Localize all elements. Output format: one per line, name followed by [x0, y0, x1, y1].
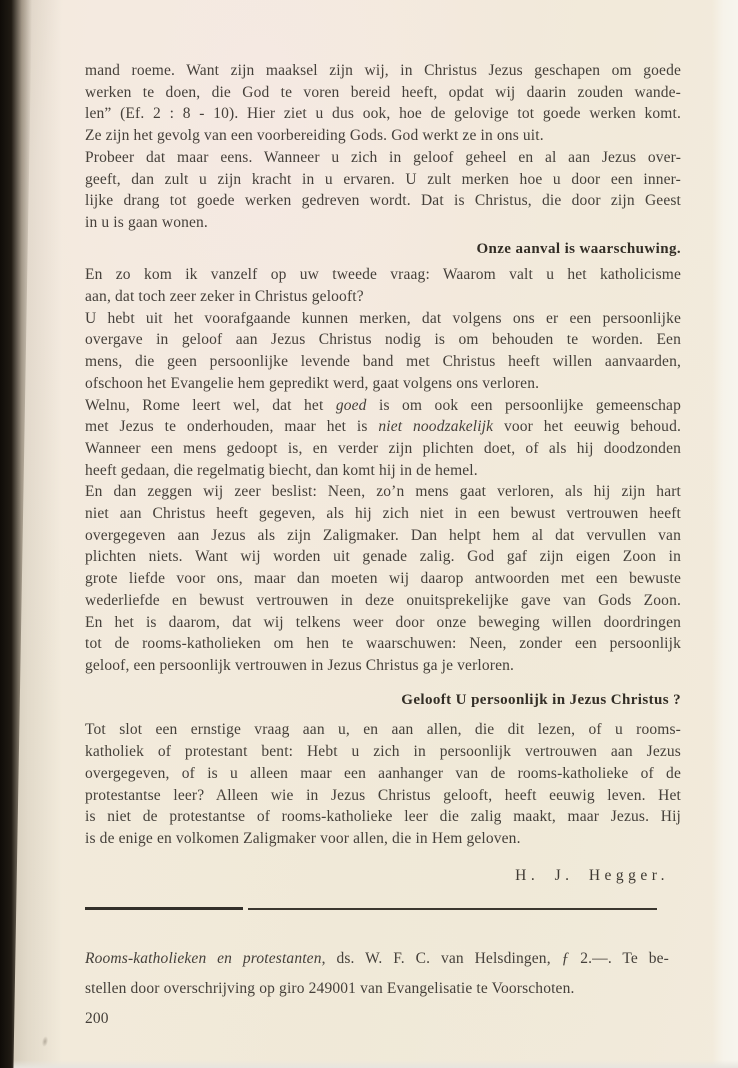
- paragraph-continuation: mand roeme. Want zijn maaksel zijn wij, in Christus Jezus geschapen om goede werken te doen, die God te voren bereid heeft, opdat wij daarin zouden wande- len” (Ef. 2 : 8 - 10). Hier ziet u dus ook, hoe de gelovige tot goede werken komt. Ze zijn het gevolg van een voorbereiding Gods. God werkt ze in ons uit.: [85, 62, 681, 145]
- author-signature: H. J. Hegger.: [515, 866, 669, 884]
- paragraph-en-zo: En zo kom ik vanzelf op uw tweede vraag: Waarom valt u het katholicisme aan, dat toch zeer zeker in Christus gelooft?: [85, 266, 681, 306]
- page-number: 200: [85, 1009, 109, 1027]
- page-bottom-edge: [0, 1060, 738, 1068]
- divider-rule-segment: [248, 908, 657, 910]
- footer-book-note: Rooms-katholieken en protestanten, ds. W. F. C. van Helsdingen, ƒ 2.—. Te be- stellen door overschrijving op giro 249001 van Evangelisatie te Voorschoten.: [85, 950, 669, 997]
- paragraph-en-dan: En dan zeggen wij zeer beslist: Neen, zo’n mens gaat verloren, als hij zijn hart niet aan Christus heeft gegeven, als hij zich niet in een bewust vertrouwen heeft overgegeven aan Jezus als zijn Zaligmaker. Dan helpt hem al dat vervullen van plichten niets. Want wij worden uit genade zalig. God gaf zijn eigen Zoon in grote liefde voor ons, maar dan moeten wij daarop antwoorden met een bewuste wederliefde en bewust vertrouwen in deze onuitsprekelijke gave van Gods Zoon.: [85, 483, 681, 609]
- divider-rule-segment: [85, 907, 243, 910]
- page-right-edge: [712, 0, 738, 1068]
- paragraph-en-het: En het is daarom, dat wij telkens weer door onze beweging willen doordringen tot de rooms-katholieken om hen te waarschuwen: Neen, zonder een persoonlijk geloof, een persoonlijk vertrouwen in Jezus Christus ga je verloren.: [85, 613, 681, 674]
- paragraph-welnu: Welnu, Rome leert wel, dat het goed is om ook een persoonlijke gemeenschap met Jezus te onderhouden, maar het is niet noodzakelijk voor het eeuwig behoud. Wanneer een mens gedoopt is, en verder zijn plichten doet, of als hij doodzonden heeft gedaan, die regelmatig biecht, dan komt hij in de hemel.: [85, 396, 681, 479]
- paragraph-probeer: Probeer dat maar eens. Wanneer u zich in geloof geheel en al aan Jezus over- geeft, dan zult u zijn kracht in u ervaren. U zult merken hoe u door een inner- lijke drang tot goede werken gedreven wordt. Dat is Christus, die door zijn Geest in u is gaan wonen.: [85, 148, 681, 231]
- page-content: [85, 60, 681, 1033]
- paragraph-tot-slot: Tot slot een ernstige vraag aan u, en aan allen, die dit lezen, of u rooms- katholiek of protestant bent: Hebt u zich in persoonlijk vertrouwen aan Jezus overgegeven, of is u alleen maar een aanhanger van de rooms-katholieke of de protestantse leer? Alleen wie in Jezus Christus gelooft, heeft eeuwig leven. Het is niet de protestantse of rooms-katholieke leer die zalig maakt, maar Jezus. Hij is de enige en volkomen Zaligmaker voor allen, die in Hem geloven.: [85, 721, 681, 847]
- paragraph-u-hebt: U hebt uit het voorafgaande kunnen merken, dat volgens ons er een persoonlijke overgave in geloof aan Jezus Christus nodig is om behouden te worden. Een mens, die geen persoonlijke levende band met Christus heeft willen aanvaarden, ofschoon het Evangelie hem gepredikt werd, gaat volgens ons verloren.: [85, 309, 681, 392]
- divider-rule: [85, 907, 657, 910]
- section-heading-gelooft-u: Gelooft U persoonlijk in Jezus Christus ?: [401, 691, 681, 708]
- section-heading-onze-aanval: Onze aanval is waarschuwing.: [476, 240, 681, 257]
